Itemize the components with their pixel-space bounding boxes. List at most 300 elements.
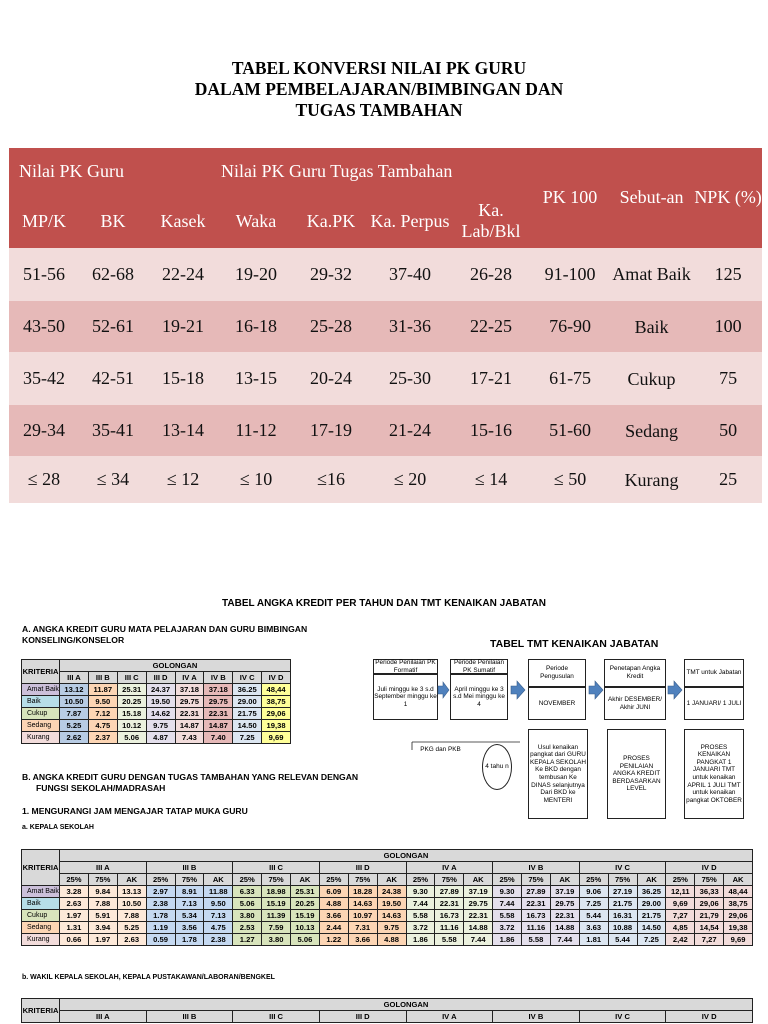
conversion-cell: 76-90 <box>531 301 609 352</box>
table-ks-cell: 27.89 <box>435 886 464 898</box>
table-a-golongan-col: III D <box>146 672 175 684</box>
table-w-golongan-col: IV C <box>579 1011 666 1023</box>
conversion-cell: 13-14 <box>147 405 219 456</box>
table-a-cell: 14.87 <box>175 720 204 732</box>
sebutan-cell: Sedang <box>609 405 694 456</box>
table-ks-cell: 11.16 <box>522 922 551 934</box>
table-ks-cell: 22.31 <box>550 910 579 922</box>
table-ks-cell: 25.31 <box>291 886 320 898</box>
conversion-cell: ≤16 <box>293 456 369 503</box>
table-ks-sub-col: 75% <box>435 874 464 886</box>
table-w-golongan-col: III C <box>233 1011 320 1023</box>
table-ks-cell: 9,69 <box>724 934 753 946</box>
table-ks-golongan-col: IV D <box>666 862 753 874</box>
table-ks-cell: 27.89 <box>522 886 551 898</box>
table-ks-golongan-col: III D <box>319 862 406 874</box>
conversion-cell: ≤ 50 <box>531 456 609 503</box>
table-ks-cell: 5.44 <box>608 934 637 946</box>
table-ks-cell: 2.38 <box>204 934 233 946</box>
table-ks-body <box>22 886 753 946</box>
table-ks-cell: 14.88 <box>464 922 493 934</box>
table-ks-cell: 3.72 <box>493 922 522 934</box>
table-ks-sub-col: 25% <box>146 874 175 886</box>
table-ks-cell: 2.63 <box>117 934 146 946</box>
table-ks-cell: 37.19 <box>464 886 493 898</box>
table-ks-sub-col: 25% <box>233 874 262 886</box>
table-angka-kredit-a <box>21 659 291 744</box>
table-ks-cell: 6.09 <box>319 886 348 898</box>
table-ks-cell: 9.30 <box>406 886 435 898</box>
table-a-cell: 2.62 <box>60 732 89 744</box>
table-ks-cell: 9,69 <box>666 898 695 910</box>
table-ks-golongan-col: III B <box>146 862 233 874</box>
table-ks-cell: 10.50 <box>117 898 146 910</box>
table-w-golongan-col: IV D <box>666 1011 753 1023</box>
pkg-pkb-text: PKG dan PKB <box>420 746 461 754</box>
table-a-golongan-col: IV A <box>175 672 204 684</box>
section-1-heading: 1. MENGURANGI JAM MENGAJAR TATAP MUKA GURU <box>22 806 248 816</box>
box3-body-text: NOVEMBER <box>538 699 576 707</box>
table-ks-cell: 7.59 <box>262 922 291 934</box>
table-ks-cell: 5.91 <box>88 910 117 922</box>
conversion-cell: 15-18 <box>147 352 219 405</box>
table-ks-sub-col: 75% <box>175 874 204 886</box>
conversion-cell: 62-68 <box>79 248 147 301</box>
box2-head-text: Periode Penilaian PK Sumatif <box>453 658 505 674</box>
table-ks-cell: 8.91 <box>175 886 204 898</box>
table-ks-cell: 11.16 <box>435 922 464 934</box>
table-a-cell: 20.25 <box>117 696 146 708</box>
table-ks-cell: 4.75 <box>204 922 233 934</box>
table-a-cell: 7.43 <box>175 732 204 744</box>
section-a-line-2: KONSELING/KONSELOR <box>22 635 125 645</box>
section-b-line-1: B. ANGKA KREDIT GURU DENGAN TUGAS TAMBAHAN YANG RELEVAN DENGAN <box>22 772 359 782</box>
table-ks-cell: 7.25 <box>579 898 608 910</box>
table-a-cell: 19,38 <box>262 720 291 732</box>
table-a-cell: 13.12 <box>60 684 89 696</box>
title-line-3: TUGAS TAMBAHAN <box>295 100 463 120</box>
table-a-golongan-col: IV B <box>204 672 233 684</box>
conversion-cell: 19-21 <box>147 301 219 352</box>
proses-kenaikan-text: PROSES KENAIKAN PANGKAT 1 JANUARI TMT untuk kenaikan APRIL 1 JULI TMT untuk kenaikan pangkat OKTOBER <box>686 743 742 804</box>
conversion-cell: 75 <box>694 352 762 405</box>
conversion-row <box>9 405 762 456</box>
conversion-cell: 22-24 <box>147 248 219 301</box>
conversion-cell: 51-56 <box>9 248 79 301</box>
sebutan-cell: Cukup <box>609 352 694 405</box>
table-a-body <box>22 684 291 744</box>
conversion-cell: 100 <box>694 301 762 352</box>
table-ks-cell: 3.66 <box>319 910 348 922</box>
table-ks-sub-col: 75% <box>522 874 551 886</box>
table-a-cell: 15.18 <box>117 708 146 720</box>
header-waka: Waka <box>219 195 293 248</box>
conversion-cell: 35-42 <box>9 352 79 405</box>
table-w-golongan-col: IV B <box>493 1011 580 1023</box>
table-ks-cell: 19,38 <box>724 922 753 934</box>
table-ks-cell: 14.63 <box>348 898 377 910</box>
table-a-cell: 7.87 <box>60 708 89 720</box>
header-pk100: PK 100 <box>531 148 609 248</box>
box1-body-text: Juli minggu ke 3 s.d September minggu ke 1 <box>374 685 437 708</box>
table-ks-cell: 7.13 <box>204 910 233 922</box>
conversion-cell: 42-51 <box>79 352 147 405</box>
conversion-row <box>9 352 762 405</box>
table-ks-cell: 29.75 <box>464 898 493 910</box>
section-b-heading <box>22 772 358 794</box>
conversion-cell: 29-34 <box>9 405 79 456</box>
table-a-cell: 25.31 <box>117 684 146 696</box>
document-scan <box>0 590 768 1024</box>
conversion-cell: 19-20 <box>219 248 293 301</box>
table-ks-golongan: GOLONGAN <box>60 850 753 862</box>
table-ks-cell: 18.28 <box>348 886 377 898</box>
box-usul-kenaikan <box>528 729 588 819</box>
table-a-golongan-col: IV D <box>262 672 291 684</box>
table-w-golongan-col: III B <box>146 1011 233 1023</box>
table-ks-cell: 5.06 <box>291 934 320 946</box>
table-ks-row <box>22 922 753 934</box>
table-a-cell: 19.50 <box>146 696 175 708</box>
table-a-cell: 22.31 <box>204 708 233 720</box>
table-ks-cell: 2.53 <box>233 922 262 934</box>
table-ks-sub-col: 25% <box>60 874 89 886</box>
table-a-cell: 7.12 <box>88 708 117 720</box>
conversion-cell: 15-16 <box>451 405 531 456</box>
page-title <box>0 58 758 121</box>
table-ks-golongan-col: IV A <box>406 862 493 874</box>
section-a-heading <box>22 624 307 646</box>
table-ks-cell: 2.63 <box>60 898 89 910</box>
table-ks-cell: 1.78 <box>146 910 175 922</box>
table-ks-cell: 7.44 <box>406 898 435 910</box>
conversion-cell: 37-40 <box>369 248 451 301</box>
table-a-cell: 22.31 <box>175 708 204 720</box>
box3-head-text: Periode Pengusulan <box>540 665 574 680</box>
table-a-golongan-col: III B <box>88 672 117 684</box>
table-a-cell: 9.50 <box>88 696 117 708</box>
table-ks-cell: 48,44 <box>724 886 753 898</box>
table-ks-cell: 9.50 <box>204 898 233 910</box>
header-bk: BK <box>79 195 147 248</box>
table-ks-cell: 3.80 <box>233 910 262 922</box>
table-ks-cell: 16.73 <box>522 910 551 922</box>
table-ks-header-row-1 <box>22 850 753 862</box>
table-ks-golongan-col: III C <box>233 862 320 874</box>
conversion-cell: ≤ 20 <box>369 456 451 503</box>
conversion-cell: 31-36 <box>369 301 451 352</box>
header-kasek: Kasek <box>147 195 219 248</box>
table-ks-kriteria: KRITERIA <box>22 850 60 886</box>
conversion-cell: 17-19 <box>293 405 369 456</box>
table-ks-cell: 5.58 <box>493 910 522 922</box>
table-w-header-row-2 <box>22 1011 753 1023</box>
table-ks-cell: 7.44 <box>493 898 522 910</box>
table-ks-cell: 6.33 <box>233 886 262 898</box>
table-ks-cell: 7,27 <box>695 934 724 946</box>
table-ks-cell: 29.75 <box>550 898 579 910</box>
table-a-golongan: GOLONGAN <box>60 660 291 672</box>
table-ks-cell: 9.84 <box>88 886 117 898</box>
table-ks-cell: 5.06 <box>233 898 262 910</box>
table-ks-cell: 3.94 <box>88 922 117 934</box>
table-w-golongan-col: III D <box>319 1011 406 1023</box>
sebutan-cell: Kurang <box>609 456 694 503</box>
table-ks-cell: 15.19 <box>262 898 291 910</box>
table-ks-cell: 1.86 <box>406 934 435 946</box>
conversion-cell: 21-24 <box>369 405 451 456</box>
table-ks-row-label: Sedang <box>22 922 60 934</box>
table-a-cell: 38,75 <box>262 696 291 708</box>
table-ks-cell: 5.44 <box>579 910 608 922</box>
table-ks-cell: 7.25 <box>637 934 666 946</box>
table-w-golongan-col: III A <box>60 1011 147 1023</box>
table-ks-sub-col: 75% <box>695 874 724 886</box>
table-ks-cell: 3.28 <box>60 886 89 898</box>
table-a-cell: 36.25 <box>233 684 262 696</box>
header-mpk: MP/K <box>9 195 79 248</box>
table-ks-sub-col: 25% <box>666 874 695 886</box>
table-a-row-label: Cukup <box>22 708 60 720</box>
table-ks-cell: 10.13 <box>291 922 320 934</box>
table-ks-cell: 7.31 <box>348 922 377 934</box>
table-a-golongan-col: III A <box>60 672 89 684</box>
table-a-row <box>22 732 291 744</box>
table-ks-cell: 14.88 <box>550 922 579 934</box>
table-ks-sub-col: 25% <box>406 874 435 886</box>
table-ks-cell: 10.88 <box>608 922 637 934</box>
section-a-line-1: A. ANGKA KREDIT GURU MATA PELAJARAN DAN GURU BIMBINGAN <box>22 624 308 634</box>
table-a-cell: 10.12 <box>117 720 146 732</box>
conversion-cell: ≤ 12 <box>147 456 219 503</box>
conversion-cell: ≤ 14 <box>451 456 531 503</box>
conversion-cell: 43-50 <box>9 301 79 352</box>
sebutan-cell: Baik <box>609 301 694 352</box>
table-ks-cell: 22.31 <box>522 898 551 910</box>
table-ks-row-label: Kurang <box>22 934 60 946</box>
conversion-cell: 35-41 <box>79 405 147 456</box>
table-a-cell: 24.37 <box>146 684 175 696</box>
table-a-row-label: Kurang <box>22 732 60 744</box>
table-ks-cell: 1.78 <box>175 934 204 946</box>
box2-body-text: April minggu ke 3 s.d Mei minggu ke 4 <box>453 685 505 708</box>
box5-body-text: 1 JANUARI/ 1 JULI <box>686 699 742 707</box>
table-ks-cell: 7.88 <box>88 898 117 910</box>
conversion-cell: 26-28 <box>451 248 531 301</box>
table-ks-sub-col: AK <box>377 874 406 886</box>
table-a-cell: 7.25 <box>233 732 262 744</box>
table-ks-cell: 21.75 <box>608 898 637 910</box>
table-a-row-label: Baik <box>22 696 60 708</box>
table-a-row <box>22 720 291 732</box>
table-ks-cell: 19.50 <box>377 898 406 910</box>
table-a-cell: 29.75 <box>175 696 204 708</box>
table-a-cell: 9.75 <box>146 720 175 732</box>
table-ks-cell: 10.97 <box>348 910 377 922</box>
table-a-cell: 29.00 <box>233 696 262 708</box>
conversion-cell: 13-15 <box>219 352 293 405</box>
table-ks-cell: 1.86 <box>493 934 522 946</box>
table-ks-cell: 1.81 <box>579 934 608 946</box>
arrow-3 <box>589 681 603 699</box>
box4-head-text: Penetapan Angka Kredit <box>609 665 661 680</box>
conversion-body <box>9 248 762 503</box>
table-w-kriteria: KRITERIA <box>22 999 60 1023</box>
table-a-cell: 7.40 <box>204 732 233 744</box>
table-a-cell: 4.87 <box>146 732 175 744</box>
table-a-cell: 14.62 <box>146 708 175 720</box>
table-ks-cell: 11.88 <box>204 886 233 898</box>
table-ks-cell: 20.25 <box>291 898 320 910</box>
table-w-golongan: GOLONGAN <box>60 999 753 1011</box>
table-ks-cell: 21,79 <box>695 910 724 922</box>
table-w-header-row-1 <box>22 999 753 1011</box>
table-ks-cell: 7.13 <box>175 898 204 910</box>
table-ks-cell: 11.39 <box>262 910 291 922</box>
table-a-cell: 37.18 <box>204 684 233 696</box>
table-a-cell: 4.75 <box>88 720 117 732</box>
conversion-cell: 61-75 <box>531 352 609 405</box>
table-ks-cell: 16.73 <box>435 910 464 922</box>
table-ks-header-row-3 <box>22 874 753 886</box>
table-ks-cell: 37.19 <box>550 886 579 898</box>
table-ks-row <box>22 910 753 922</box>
table-ks-sub-col: AK <box>637 874 666 886</box>
table-a-golongan-col: III C <box>117 672 146 684</box>
table-ks-cell: 14,54 <box>695 922 724 934</box>
box5-head-text: TMT untuk Jabatan <box>686 669 742 677</box>
tmt-title: TABEL TMT KENAIKAN JABATAN <box>490 638 659 650</box>
table-kepala-sekolah <box>21 849 753 946</box>
table-a-cell: 5.06 <box>117 732 146 744</box>
table-ks-golongan-col: IV B <box>493 862 580 874</box>
table-ks-cell: 1.22 <box>319 934 348 946</box>
conversion-cell: 25-30 <box>369 352 451 405</box>
table-a-cell: 2.37 <box>88 732 117 744</box>
conversion-cell: 91-100 <box>531 248 609 301</box>
box-tmt-body <box>684 687 744 720</box>
section-wakil-kepala: b. WAKIL KEPALA SEKOLAH, KEPALA PUSTAKAWAN/LABORAN/BENGKEL <box>22 974 275 981</box>
table-ks-cell: 0.59 <box>146 934 175 946</box>
table-ks-cell: 5.58 <box>406 910 435 922</box>
header-tugas-tambahan: Nilai PK Guru Tugas Tambahan <box>219 148 531 195</box>
section-kepala-sekolah: a. KEPALA SEKOLAH <box>22 824 94 831</box>
arrow-4 <box>668 681 682 699</box>
table-ks-cell: 4.88 <box>319 898 348 910</box>
pkg-pkb-label <box>413 743 468 757</box>
table-a-cell: 9,69 <box>262 732 291 744</box>
table-ks-cell: 9.75 <box>377 922 406 934</box>
table-ks-header-row-2 <box>22 862 753 874</box>
sebutan-cell: Amat Baik <box>609 248 694 301</box>
table-ks-cell: 5.58 <box>522 934 551 946</box>
table-a-cell: 10.50 <box>60 696 89 708</box>
arrow-2 <box>511 681 525 699</box>
box-proses-penilaian <box>607 729 666 819</box>
table-ks-sub-col: 75% <box>348 874 377 886</box>
table-ks-golongan-col: IV C <box>579 862 666 874</box>
table-ks-cell: 2.97 <box>146 886 175 898</box>
table-wakil-kepala <box>21 998 753 1023</box>
table-ks-cell: 13.13 <box>117 886 146 898</box>
table-a-header-row-1 <box>22 660 291 672</box>
table-ks-cell: 29,06 <box>695 898 724 910</box>
table-ks-cell: 7.44 <box>464 934 493 946</box>
table-ks-cell: 18.98 <box>262 886 291 898</box>
four-years-circle <box>482 744 512 790</box>
table-a-cell: 37.18 <box>175 684 204 696</box>
table-ks-cell: 38,75 <box>724 898 753 910</box>
conversion-header-row-1 <box>9 148 762 195</box>
four-years-text: 4 tahu n <box>485 763 509 770</box>
table-ks-cell: 9.06 <box>579 886 608 898</box>
table-a-golongan-col: IV C <box>233 672 262 684</box>
table-ks-cell: 12,11 <box>666 886 695 898</box>
table-ks-sub-col: 75% <box>262 874 291 886</box>
conversion-table <box>9 148 762 503</box>
table-ks-row <box>22 886 753 898</box>
box-penetapan-head <box>604 659 666 687</box>
table-a-cell: 14.87 <box>204 720 233 732</box>
conversion-cell: 20-24 <box>293 352 369 405</box>
box-pengusulan-head <box>528 659 586 687</box>
table-a-cell: 14.50 <box>233 720 262 732</box>
table-ks-cell: 4,85 <box>666 922 695 934</box>
box-pengusulan-body <box>528 687 586 720</box>
table-ks-cell: 16.31 <box>608 910 637 922</box>
table-ks-golongan-col: III A <box>60 862 147 874</box>
arrow-1 <box>438 682 449 698</box>
table-a-row <box>22 696 291 708</box>
table-ks-row-label: Amat Baik <box>22 886 60 898</box>
box1-head-text: Periode Penilaian PK Formatif <box>375 658 436 674</box>
table-ks-cell: 21.75 <box>637 910 666 922</box>
box-pk-formatif-head <box>373 659 438 674</box>
table-ks-cell: 5.25 <box>117 922 146 934</box>
table-ks-cell: 5.58 <box>435 934 464 946</box>
table-ks-cell: 1.27 <box>233 934 262 946</box>
table-a-row-label: Amat Baik <box>22 684 60 696</box>
table-ks-row <box>22 898 753 910</box>
table-ks-cell: 3.63 <box>579 922 608 934</box>
table-ks-sub-col: AK <box>724 874 753 886</box>
conversion-cell: ≤ 28 <box>9 456 79 503</box>
box-pk-sumatif-body <box>450 674 508 720</box>
table-ks-sub-col: AK <box>550 874 579 886</box>
table-ks-cell: 7.44 <box>550 934 579 946</box>
table-ks-cell: 2,42 <box>666 934 695 946</box>
table-ks-cell: 1.31 <box>60 922 89 934</box>
table-ks-sub-col: AK <box>464 874 493 886</box>
title-line-2: DALAM PEMBELAJARAN/BIMBINGAN DAN <box>194 79 564 99</box>
table-a-row-label: Sedang <box>22 720 60 732</box>
table-a-cell: 29.75 <box>204 696 233 708</box>
table-a-header-row-2 <box>22 672 291 684</box>
table-ks-cell: 3.66 <box>348 934 377 946</box>
box-proses-kenaikan <box>684 729 744 819</box>
table-ks-cell: 15.19 <box>291 910 320 922</box>
table-a-kriteria: KRITERIA <box>22 660 60 684</box>
box-penetapan-body <box>604 687 666 720</box>
conversion-cell: ≤ 10 <box>219 456 293 503</box>
table-w-golongan-col: IV A <box>406 1011 493 1023</box>
table-ks-sub-col: 25% <box>579 874 608 886</box>
table-ks-cell: 3.80 <box>262 934 291 946</box>
header-npk: NPK (%) <box>694 148 762 248</box>
title-line-1: TABEL KONVERSI NILAI PK GURU <box>231 58 527 78</box>
table-ks-cell: 29.00 <box>637 898 666 910</box>
box-pk-formatif-body <box>373 674 438 720</box>
